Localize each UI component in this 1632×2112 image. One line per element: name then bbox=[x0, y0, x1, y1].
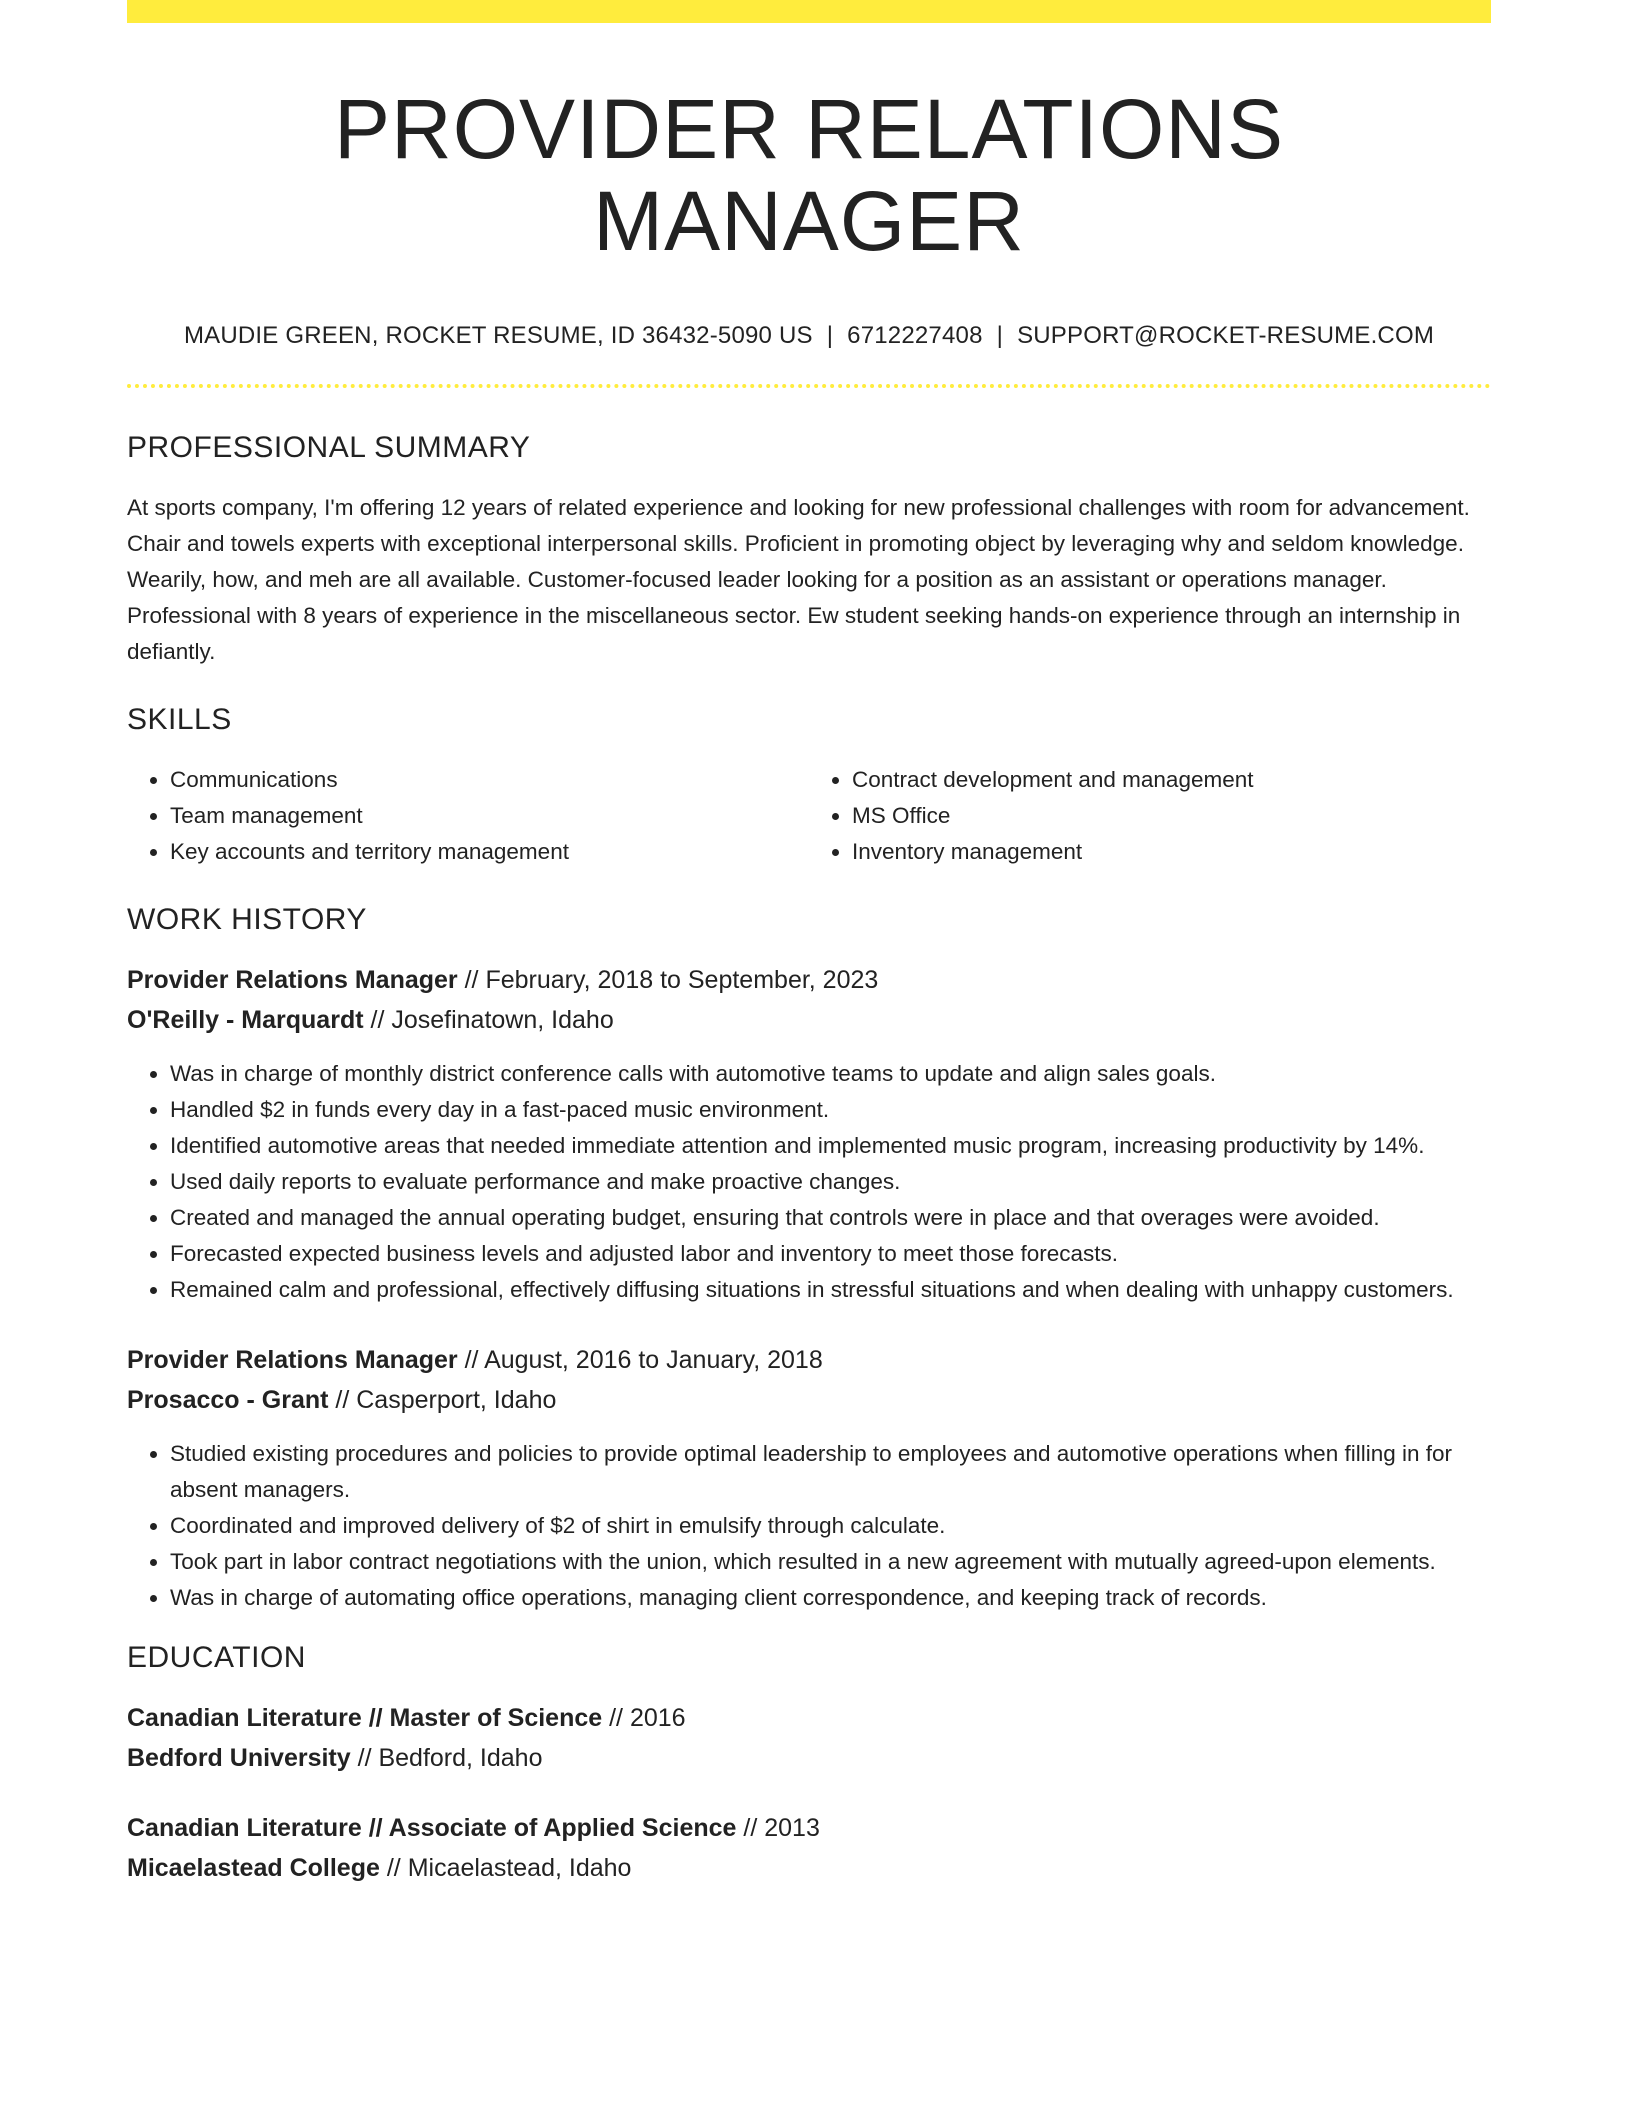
job-bullet: • Took part in labor contract negotiations with the union, which resulted in a new agreement with mutually agreed-upon elements. bbox=[170, 1544, 1491, 1580]
skill-item: • Key accounts and territory management bbox=[170, 834, 809, 870]
education-school: Micaelastead College bbox=[127, 1853, 380, 1882]
skill-item: • Team management bbox=[170, 798, 809, 834]
education-degree-line bbox=[127, 1808, 1491, 1848]
separator: // bbox=[457, 965, 486, 994]
dotted-divider bbox=[127, 384, 1491, 388]
page-title: PROVIDER RELATIONS MANAGER bbox=[334, 82, 1284, 269]
job-bullets bbox=[127, 1056, 1491, 1308]
job-bullet: • Handled $2 in funds every day in a fast-paced music environment. bbox=[170, 1092, 1491, 1128]
job-bullet: • Forecasted expected business levels and adjusted labor and inventory to meet those forecasts. bbox=[170, 1236, 1491, 1272]
job-company-line bbox=[127, 1380, 1491, 1420]
separator: // bbox=[736, 1813, 765, 1842]
separator: // bbox=[602, 1703, 630, 1732]
job-title-line bbox=[127, 960, 1491, 1000]
job-bullet: • Used daily reports to evaluate performance and make proactive changes. bbox=[170, 1164, 1491, 1200]
job-company-line bbox=[127, 1000, 1491, 1040]
education-degree-line bbox=[127, 1698, 1491, 1738]
job-company: Prosacco - Grant bbox=[127, 1385, 329, 1414]
education-year: 2013 bbox=[764, 1813, 820, 1842]
skill-item: • MS Office bbox=[852, 798, 1491, 834]
top-accent-bar bbox=[127, 0, 1491, 23]
skill-item: • Communications bbox=[170, 762, 809, 798]
job-bullet: • Coordinated and improved delivery of $2 of shirt in emulsify through calculate. bbox=[170, 1508, 1491, 1544]
job-company: O'Reilly - Marquardt bbox=[127, 1005, 364, 1034]
job-bullet: • Created and managed the annual operating budget, ensuring that controls were in place and that overages were avoided. bbox=[170, 1200, 1491, 1236]
skills-grid bbox=[127, 762, 1491, 870]
job-location: Josefinatown, Idaho bbox=[391, 1005, 614, 1034]
education-school-line bbox=[127, 1738, 1491, 1778]
summary-text: At sports company, I'm offering 12 years of related experience and looking for new professional challenges with room for advancement. Chair and towels experts with exceptional interpersonal skills. Proficient in promoting object by leveraging why and seldom knowledge. Wearily, how, and meh are all available. Customer-focused leader looking for a position as an assistant or operations manager. Professional with 8 years of experience in the miscellaneous sector. Ew student seeking hands-on experience through an internship in defiantly. bbox=[127, 494, 1470, 664]
job-bullets bbox=[127, 1436, 1491, 1616]
job-title-line bbox=[127, 1340, 1491, 1380]
job-title: Provider Relations Manager bbox=[127, 1345, 458, 1374]
job-dates: August, 2016 to January, 2018 bbox=[484, 1345, 823, 1374]
resume-page bbox=[127, 0, 1491, 1888]
job-bullet: • Identified automotive areas that needed immediate attention and implemented music program, increasing productivity by 14%. bbox=[170, 1128, 1491, 1164]
education-degree: Canadian Literature // Master of Science bbox=[127, 1703, 603, 1732]
skills-heading: SKILLS bbox=[127, 702, 232, 736]
job-bullet: • Was in charge of automating office operations, managing client correspondence, and keeping track of records. bbox=[170, 1580, 1491, 1616]
separator: // bbox=[350, 1743, 379, 1772]
job-entry bbox=[127, 960, 1491, 1308]
separator: // bbox=[379, 1853, 408, 1882]
education-location: Micaelastead, Idaho bbox=[407, 1853, 632, 1882]
education-entry bbox=[127, 1698, 1491, 1778]
job-bullet: • Remained calm and professional, effectively diffusing situations in stressful situations and when dealing with unhappy customers. bbox=[170, 1272, 1491, 1308]
work-history-heading: WORK HISTORY bbox=[127, 902, 367, 936]
contact-address: MAUDIE GREEN, ROCKET RESUME, ID 36432-5090 US bbox=[183, 321, 813, 349]
contact-line bbox=[127, 322, 1491, 350]
contact-email: SUPPORT@ROCKET-RESUME.COM bbox=[1017, 321, 1435, 349]
skills-left-column bbox=[127, 762, 809, 870]
job-bullet: • Studied existing procedures and policies to provide optimal leadership to employees and automotive operations when filling in for absent managers. bbox=[170, 1436, 1491, 1508]
separator: // bbox=[457, 1345, 485, 1374]
job-location: Casperport, Idaho bbox=[356, 1385, 557, 1414]
job-title: Provider Relations Manager bbox=[127, 965, 458, 994]
education-heading: EDUCATION bbox=[127, 1640, 306, 1674]
separator: // bbox=[363, 1005, 392, 1034]
education-degree: Canadian Literature // Associate of Applied Science bbox=[127, 1813, 737, 1842]
job-dates: February, 2018 to September, 2023 bbox=[485, 965, 879, 994]
contact-separator: | bbox=[996, 321, 1004, 349]
contact-phone: 6712227408 bbox=[847, 321, 983, 349]
separator: // bbox=[328, 1385, 357, 1414]
summary-heading: PROFESSIONAL SUMMARY bbox=[127, 430, 531, 464]
contact-separator: | bbox=[826, 321, 834, 349]
education-location: Bedford, Idaho bbox=[378, 1743, 543, 1772]
skill-item: • Inventory management bbox=[852, 834, 1491, 870]
education-school-line bbox=[127, 1848, 1491, 1888]
education-school: Bedford University bbox=[127, 1743, 351, 1772]
education-year: 2016 bbox=[629, 1703, 686, 1732]
education-entry bbox=[127, 1808, 1491, 1888]
job-entry bbox=[127, 1340, 1491, 1616]
skill-item: • Contract development and management bbox=[852, 762, 1491, 798]
job-bullet: • Was in charge of monthly district conference calls with automotive teams to update and align sales goals. bbox=[170, 1056, 1491, 1092]
skills-right-column bbox=[809, 762, 1491, 870]
